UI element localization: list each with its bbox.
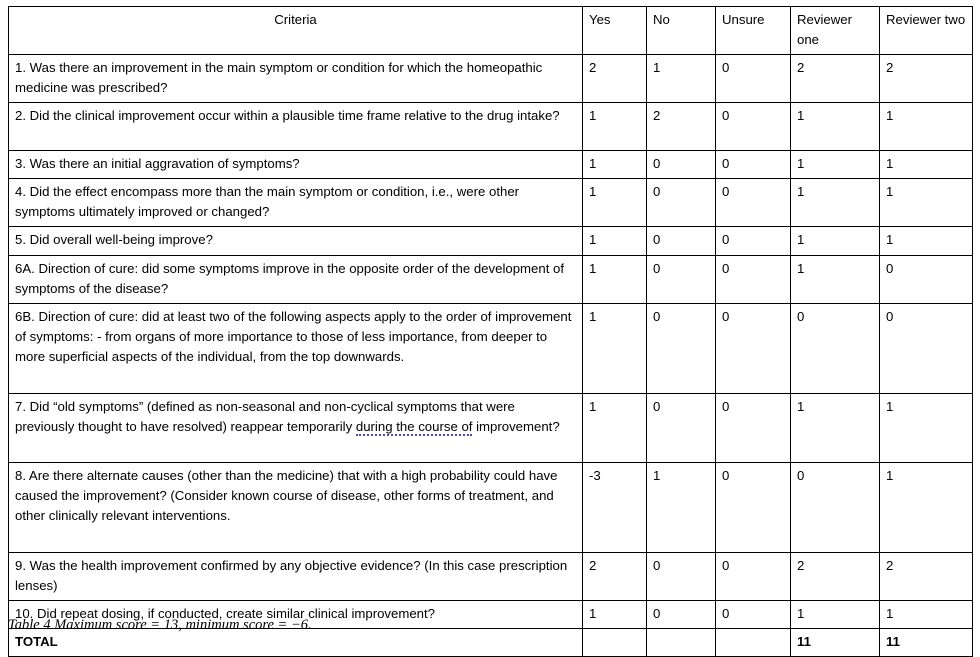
yes-cell: 2 [583,55,647,103]
reviewer-two-cell: 1 [880,103,973,151]
total-unsure-cell [716,628,791,656]
yes-cell: 1 [583,303,647,393]
reviewer-two-cell: 1 [880,462,973,552]
no-cell: 1 [647,55,716,103]
table-row [9,303,973,393]
criteria-cell: 8. Are there alternate causes (other than the medicine) that with a high probability could have caused the improvement? (Consider known course of disease, other forms of treatment, and other clinically relevant interventions. [9,462,583,552]
total-label-cell: TOTAL [9,628,583,656]
unsure-cell: 0 [716,227,791,255]
no-cell: 0 [647,303,716,393]
unsure-cell: 0 [716,393,791,462]
assessment-table-container [8,6,972,657]
table-row [9,393,973,462]
criteria-cell [9,393,583,462]
criteria-cell: 6A. Direction of cure: did some symptoms improve in the opposite order of the development of symptoms of the disease? [9,255,583,303]
table-body [9,55,973,657]
reviewer-two-cell: 2 [880,552,973,600]
yes-cell: 1 [583,600,647,628]
criteria-cell: 10. Did repeat dosing, if conducted, create similar clinical improvement? [9,600,583,628]
reviewer-one-cell: 0 [791,462,880,552]
table-row [9,55,973,103]
no-cell: 0 [647,227,716,255]
criteria-cell: 1. Was there an improvement in the main symptom or condition for which the homeopathic medicine was prescribed? [9,55,583,103]
no-cell: 0 [647,255,716,303]
total-reviewer-two-cell: 11 [880,628,973,656]
modified-naranjo-criteria-table [8,6,973,657]
grammar-suggestion-text[interactable]: during the course of [355,418,473,434]
unsure-cell: 0 [716,255,791,303]
column-header-unsure: Unsure [716,7,791,55]
total-reviewer-one-cell: 11 [791,628,880,656]
total-no-cell [647,628,716,656]
no-cell: 2 [647,103,716,151]
no-cell: 0 [647,151,716,179]
no-cell: 0 [647,552,716,600]
column-header-no: No [647,7,716,55]
reviewer-one-cell: 1 [791,600,880,628]
reviewer-two-cell: 1 [880,227,973,255]
reviewer-one-cell: 1 [791,151,880,179]
reviewer-one-cell: 2 [791,55,880,103]
yes-cell: 1 [583,227,647,255]
unsure-cell: 0 [716,103,791,151]
column-header-yes: Yes [583,7,647,55]
yes-cell: 2 [583,552,647,600]
no-cell: 0 [647,393,716,462]
reviewer-one-cell: 2 [791,552,880,600]
table-row [9,151,973,179]
yes-cell: 1 [583,151,647,179]
criteria-cell: 9. Was the health improvement confirmed by any objective evidence? (In this case prescription lenses) [9,552,583,600]
no-cell: 0 [647,179,716,227]
reviewer-one-cell: 0 [791,303,880,393]
no-cell: 0 [647,600,716,628]
yes-cell: 1 [583,179,647,227]
yes-cell: 1 [583,103,647,151]
unsure-cell: 0 [716,462,791,552]
table-header [9,7,973,55]
table-row [9,103,973,151]
table-header-row [9,7,973,55]
table-row [9,255,973,303]
criteria-cell: 5. Did overall well-being improve? [9,227,583,255]
reviewer-one-cell: 1 [791,227,880,255]
table-row [9,552,973,600]
table-row [9,179,973,227]
table-caption: Table 4 Maximum score = 13, minimum score = −6. [8,617,312,633]
unsure-cell: 0 [716,552,791,600]
reviewer-two-cell: 1 [880,600,973,628]
criteria-cell: 2. Did the clinical improvement occur within a plausible time frame relative to the drug intake? [9,103,583,151]
criteria-cell: 4. Did the effect encompass more than the main symptom or condition, i.e., were other symptoms ultimately improved or changed? [9,179,583,227]
criteria-text-leading: 7. Did “old symptoms” (defined as non-seasonal and non-cyclical symptoms that were previously thought to have resolved) reappear temporarily [15,398,515,434]
column-header-reviewer-two: Reviewer two [880,7,973,55]
unsure-cell: 0 [716,55,791,103]
criteria-text-trailing: improvement? [472,418,560,434]
reviewer-one-cell: 1 [791,393,880,462]
reviewer-one-cell: 1 [791,179,880,227]
yes-cell: 1 [583,255,647,303]
table-row [9,462,973,552]
reviewer-one-cell: 1 [791,255,880,303]
reviewer-two-cell: 0 [880,303,973,393]
unsure-cell: 0 [716,303,791,393]
reviewer-two-cell: 1 [880,179,973,227]
column-header-reviewer-one: Reviewer one [791,7,880,55]
unsure-cell: 0 [716,151,791,179]
table-row [9,227,973,255]
reviewer-two-cell: 2 [880,55,973,103]
reviewer-two-cell: 1 [880,393,973,462]
no-cell: 1 [647,462,716,552]
reviewer-two-cell: 0 [880,255,973,303]
reviewer-one-cell: 1 [791,103,880,151]
criteria-cell: 6B. Direction of cure: did at least two of the following aspects apply to the order of improvement of symptoms: - from organs of more importance to those of less importance, from deeper to more superficial aspects of the individual, from the top downwards. [9,303,583,393]
column-header-criteria: Criteria [9,7,583,55]
total-yes-cell [583,628,647,656]
criteria-cell: 3. Was there an initial aggravation of symptoms? [9,151,583,179]
yes-cell: -3 [583,462,647,552]
reviewer-two-cell: 1 [880,151,973,179]
unsure-cell: 0 [716,600,791,628]
unsure-cell: 0 [716,179,791,227]
yes-cell: 1 [583,393,647,462]
